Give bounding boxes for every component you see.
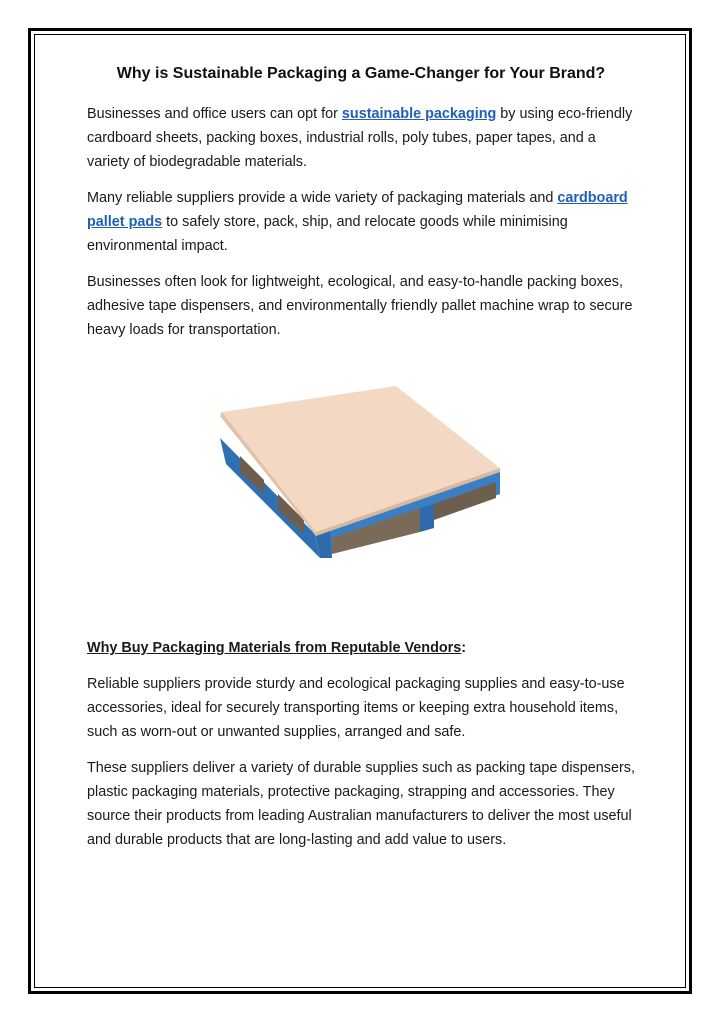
page-title: Why is Sustainable Packaging a Game-Changer for Your Brand? — [116, 65, 606, 82]
paragraph-intro-before: Businesses and office users can opt for — [87, 106, 342, 122]
sustainable-packaging-link[interactable]: sustainable packaging — [341, 106, 497, 122]
paragraph-durable-supplies: These suppliers deliver a variety of durable supplies such as packing tape dispensers, plastic packaging materials, protective packaging, strapping and accessories. They source their products from leading Australian manufacturers to deliver the most useful and durable products that are long-lasting and add value to users. — [87, 760, 635, 848]
section-subheading-colon: : — [461, 640, 467, 656]
section-subheading — [87, 636, 635, 660]
paragraph-suppliers-after: to safely store, pack, ship, and relocate goods while minimising environmental impact. — [87, 214, 568, 254]
lower-content — [87, 672, 635, 864]
paragraph-intro-after: by using eco-friendly cardboard sheets, packing boxes, industrial rolls, poly tubes, paper tapes, and a variety of biodegradable materials. — [87, 106, 633, 170]
paragraph-businesses: Businesses often look for lightweight, ecological, and easy-to-handle packing boxes, adhesive tape dispensers, and environmentally friendly pallet machine wrap to secure heavy loads for transportation. — [87, 274, 633, 338]
upper-content — [87, 62, 635, 354]
paragraph-suppliers — [87, 186, 635, 258]
cardboard-pallet-pads-link[interactable]: cardboard pallet pads — [87, 190, 628, 230]
paragraph-reliable-suppliers: Reliable suppliers provide sturdy and ecological packaging supplies and easy-to-use accessories, ideal for securely transporting items or keeping extra household items, such as worn-out or unwanted supplies, arranged and safe. — [87, 676, 625, 740]
paragraph-intro — [87, 102, 635, 174]
cardboard-pallet-pad-image — [220, 382, 500, 562]
paragraph-suppliers-before: Many reliable suppliers provide a wide variety of packaging materials and — [87, 190, 558, 206]
section-subheading-text: Why Buy Packaging Materials from Reputable Vendors — [87, 640, 462, 656]
